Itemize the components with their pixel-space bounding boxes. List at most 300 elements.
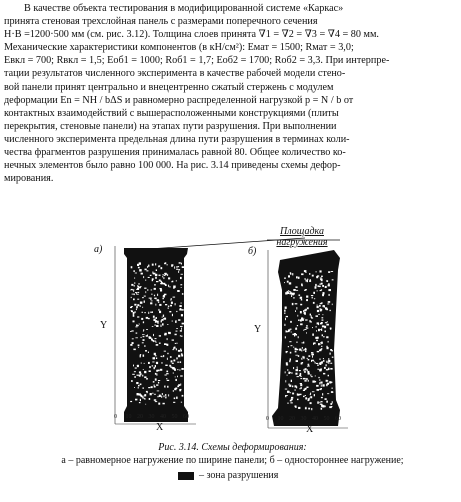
fragment-speck (167, 380, 170, 381)
fragment-speck (325, 331, 327, 333)
fragment-speck (310, 314, 311, 316)
fragment-speck (326, 336, 328, 338)
fragment-speck (298, 277, 300, 279)
fragment-speck (148, 318, 150, 319)
fragment-speck (168, 277, 170, 279)
fragment-speck (156, 269, 157, 271)
x-tick-label: 30 (148, 414, 155, 420)
fragment-speck (168, 332, 171, 334)
fragment-speck (305, 319, 308, 320)
callout-leader-diagonal (149, 238, 305, 249)
fragment-speck (168, 307, 169, 309)
fragment-speck (172, 321, 173, 322)
fragment-speck (296, 290, 298, 291)
fragment-speck (175, 343, 176, 344)
fragment-speck (173, 360, 175, 362)
fragment-speck (134, 285, 135, 287)
fragment-speck (148, 387, 150, 388)
fragment-speck (178, 266, 179, 267)
fragment-speck (321, 384, 322, 386)
fragment-speck (297, 393, 299, 395)
fragment-speck (149, 337, 151, 339)
fragment-speck (320, 358, 321, 360)
fragment-speck (172, 349, 174, 350)
fragment-speck (299, 394, 301, 395)
fragment-speck (328, 358, 329, 360)
fragment-speck (135, 273, 137, 274)
fragment-speck (322, 285, 324, 287)
fragment-speck (165, 394, 166, 396)
fragment-speck (158, 300, 160, 301)
fragment-speck (317, 310, 319, 312)
fragment-speck (144, 288, 146, 289)
fragment-speck (320, 278, 322, 279)
fragment-speck (304, 313, 306, 315)
fragment-speck (155, 304, 156, 306)
fragment-speck (322, 325, 325, 327)
fragment-speck (301, 273, 303, 275)
fragment-speck (134, 376, 135, 378)
fragment-speck (285, 389, 287, 390)
x-tick-label: 50 (323, 416, 330, 422)
fragment-speck (168, 285, 169, 287)
fragment-speck (158, 302, 159, 303)
fragment-speck (176, 348, 177, 350)
fragment-speck (322, 294, 324, 296)
fragment-speck (284, 277, 285, 279)
fragment-speck (159, 343, 160, 344)
fragment-speck (327, 393, 329, 394)
fragment-speck (177, 362, 179, 363)
fragment-speck (139, 324, 140, 325)
fragment-speck (324, 367, 326, 369)
fragment-speck (144, 312, 145, 313)
fragment-speck (327, 380, 328, 381)
fragment-speck (140, 355, 141, 357)
fragment-speck (182, 395, 184, 397)
text-line: Eвкл = 700; Rвкл = 1,5; Eоб1 = 1000; Rоб1 = 1,7; Eоб2 = 1700; Rоб2 = 3,3. При интерпре- (4, 55, 390, 67)
fragment-speck (311, 315, 312, 317)
fragment-speck (284, 313, 285, 314)
fragment-speck (330, 310, 331, 311)
fragment-speck (154, 353, 156, 355)
fragment-speck (306, 299, 308, 301)
fragment-speck (149, 398, 151, 400)
fragment-speck (155, 401, 157, 402)
fragment-speck (294, 293, 295, 295)
fragment-speck (315, 376, 316, 377)
fragment-speck (134, 278, 135, 279)
fragment-speck (296, 307, 297, 309)
fragment-speck (312, 354, 314, 355)
fragment-speck (172, 314, 173, 316)
fragment-speck (323, 336, 324, 337)
fragment-speck (296, 349, 298, 350)
fragment-speck (302, 285, 303, 287)
fragment-speck (134, 387, 135, 388)
fragment-speck (131, 330, 133, 331)
fragment-speck (290, 272, 291, 274)
fragment-speck (155, 373, 156, 375)
fragment-speck (156, 281, 158, 282)
fragment-speck (171, 264, 173, 266)
fragment-speck (304, 278, 306, 279)
fragment-speck (162, 317, 163, 318)
fragment-speck (143, 331, 144, 332)
fragment-speck (325, 406, 326, 408)
fragment-speck (330, 353, 331, 355)
fragment-speck (321, 289, 322, 290)
fragment-speck (180, 284, 182, 285)
fragment-speck (319, 382, 320, 384)
fragment-speck (285, 336, 286, 338)
fragment-speck (305, 397, 307, 399)
fragment-speck (297, 325, 298, 326)
fragment-speck (147, 392, 148, 393)
fragment-speck (289, 360, 290, 362)
fragment-speck (326, 364, 327, 366)
fragment-speck (137, 304, 139, 306)
fragment-speck (135, 399, 137, 401)
fragment-speck (297, 368, 298, 369)
fragment-speck (303, 310, 304, 312)
fragment-speck (284, 282, 285, 283)
fragment-speck (331, 271, 333, 272)
fragment-speck (140, 399, 141, 401)
fragment-speck (130, 307, 132, 308)
fragment-speck (178, 269, 180, 270)
fragment-speck (332, 401, 333, 403)
fragment-speck (149, 298, 150, 299)
fragment-speck (321, 329, 322, 331)
fragment-speck (155, 378, 157, 380)
fragment-speck (321, 342, 323, 344)
fragment-speck (291, 293, 293, 295)
fragment-speck (317, 389, 320, 391)
fragment-speck (295, 389, 296, 390)
x-tick-label: 20 (289, 416, 295, 422)
fragment-speck (288, 372, 290, 374)
fragment-speck (131, 284, 133, 286)
fragment-speck (293, 297, 295, 298)
fragment-speck (137, 285, 138, 287)
x-tick-label: 60 (335, 416, 341, 422)
fragment-speck (139, 269, 142, 271)
fragment-speck (165, 262, 167, 263)
fragment-speck (285, 318, 286, 320)
fragment-speck (152, 326, 154, 327)
fragment-speck (321, 309, 322, 311)
fragment-speck (181, 336, 183, 337)
fragment-speck (320, 368, 322, 370)
fragment-speck (322, 393, 323, 395)
fragment-speck (137, 294, 139, 295)
fragment-speck (297, 399, 299, 400)
panel-a (115, 246, 196, 424)
fragment-speck (313, 292, 315, 294)
fragment-speck (154, 325, 156, 326)
fragment-speck (142, 307, 143, 308)
fragment-speck (291, 397, 293, 399)
fragment-speck (160, 343, 161, 344)
fragment-speck (303, 396, 305, 397)
fragment-speck (292, 273, 293, 275)
fragment-speck (142, 375, 143, 377)
fragment-speck (291, 345, 293, 346)
fragment-speck (332, 357, 334, 358)
fragment-speck (161, 325, 162, 327)
fragment-speck (327, 304, 329, 305)
fragment-speck (182, 266, 184, 268)
fragment-speck (299, 295, 301, 296)
fragment-speck (327, 383, 329, 385)
fragment-speck (317, 401, 319, 403)
fragment-speck (173, 372, 174, 373)
fragment-speck (160, 288, 162, 289)
fragment-speck (291, 373, 293, 374)
fragment-speck (137, 299, 139, 300)
fragment-speck (313, 302, 315, 304)
fragment-speck (302, 362, 304, 363)
fragment-speck (330, 328, 332, 330)
fragment-speck (320, 283, 321, 285)
fragment-speck (286, 351, 288, 352)
fragment-speck (146, 317, 148, 319)
fragment-speck (301, 358, 302, 360)
fragment-speck (302, 342, 303, 343)
fragment-speck (295, 373, 297, 375)
fragment-speck (153, 340, 154, 342)
fragment-speck (159, 280, 161, 282)
fragment-speck (180, 361, 181, 363)
fragment-speck (302, 347, 303, 349)
fragment-speck (288, 346, 289, 347)
fragment-speck (325, 286, 327, 288)
fragment-speck (308, 355, 310, 357)
loading-area-line2: нагружения (276, 237, 328, 248)
fragment-speck (133, 314, 135, 316)
fragment-speck (177, 290, 180, 292)
fragment-speck (298, 336, 299, 338)
legend (178, 470, 278, 482)
fragment-speck (320, 363, 322, 365)
fragment-speck (133, 312, 134, 314)
fragment-speck (301, 299, 302, 301)
fragment-speck (176, 269, 178, 270)
fragment-speck (164, 343, 167, 345)
fragment-speck (140, 373, 141, 375)
fragment-speck (138, 387, 139, 389)
fragment-speck (181, 353, 183, 354)
fragment-speck (132, 374, 135, 375)
fragment-speck (139, 402, 141, 403)
fragment-speck (162, 393, 163, 395)
fragment-speck (136, 325, 138, 326)
fragment-speck (310, 402, 312, 404)
fragment-speck (169, 311, 171, 312)
fragment-speck (154, 295, 155, 297)
fragment-speck (308, 408, 310, 410)
fragment-speck (297, 315, 298, 317)
fragment-speck (311, 408, 312, 410)
fragment-speck (130, 331, 132, 332)
fragment-speck (316, 385, 319, 387)
fragment-speck (295, 355, 298, 356)
fragment-speck (165, 365, 167, 366)
fragment-speck (285, 395, 288, 396)
fragment-speck (181, 263, 182, 265)
fragment-speck (177, 343, 178, 344)
fragment-speck (137, 264, 139, 266)
fragment-speck (165, 304, 167, 305)
fragment-speck (156, 344, 159, 346)
fragment-speck (329, 406, 332, 408)
fragment-speck (143, 369, 144, 370)
fragment-speck (305, 388, 307, 389)
fragment-speck (167, 264, 168, 265)
fragment-speck (303, 349, 304, 351)
fragment-speck (312, 327, 313, 328)
fragment-speck (289, 291, 292, 292)
fragment-speck (168, 394, 169, 396)
fragment-speck (157, 391, 160, 392)
fragment-speck (325, 307, 327, 309)
fragment-speck (157, 294, 158, 296)
fragment-speck (317, 322, 319, 324)
fragment-speck (137, 316, 139, 317)
fragment-speck (145, 291, 146, 293)
fragment-speck (181, 287, 182, 288)
fragment-speck (296, 360, 298, 362)
fragment-speck (167, 274, 168, 276)
fragment-speck (152, 264, 154, 266)
fragment-speck (303, 356, 304, 358)
fragment-speck (158, 266, 159, 268)
fragment-speck (172, 340, 174, 341)
fragment-speck (305, 309, 307, 311)
fragment-speck (138, 393, 141, 395)
fragment-speck (285, 307, 287, 309)
fragment-speck (153, 385, 155, 386)
fragment-speck (285, 371, 286, 373)
fragment-speck (181, 402, 182, 403)
fragment-speck (174, 398, 176, 400)
fragment-speck (158, 396, 159, 397)
figure-caption (10, 442, 455, 467)
fragment-speck (304, 371, 306, 373)
fragment-speck (131, 380, 132, 382)
fragment-speck (166, 378, 167, 379)
fragment-speck (330, 349, 332, 351)
fragment-speck (159, 395, 161, 397)
fragment-speck (300, 297, 302, 299)
fragment-speck (320, 270, 322, 272)
fragment-speck (158, 370, 160, 372)
fragment-speck (135, 368, 137, 369)
fragment-speck (291, 380, 292, 382)
fragment-speck (137, 393, 139, 395)
fragment-speck (131, 297, 132, 298)
fragment-speck (292, 393, 294, 395)
fragment-speck (175, 388, 177, 390)
fragment-speck (327, 280, 328, 282)
x-tick-label: 10 (277, 416, 284, 422)
fragment-speck (328, 347, 329, 348)
fragment-speck (179, 262, 181, 263)
fragment-speck (288, 275, 290, 277)
fragment-speck (163, 403, 165, 405)
fragment-speck (320, 404, 323, 405)
x-tick-label: 40 (160, 414, 166, 420)
fragment-speck (138, 345, 140, 347)
fragment-speck (312, 297, 313, 299)
fragment-speck (181, 303, 182, 304)
fragment-speck (148, 352, 149, 354)
fragment-speck (327, 321, 328, 322)
fragment-speck (158, 382, 159, 384)
fragment-speck (143, 336, 145, 337)
fragment-speck (175, 379, 177, 381)
fragment-speck (141, 273, 143, 275)
fragment-speck (321, 408, 323, 410)
fragment-speck (144, 363, 145, 364)
text-line: вой панели принят центрально и внецентренно сжатый стержень с модулем (4, 81, 334, 93)
fragment-speck (306, 332, 307, 333)
fragment-speck (132, 342, 134, 344)
fragment-speck (154, 284, 156, 285)
fragment-speck (328, 301, 331, 303)
fragment-speck (160, 289, 162, 291)
fragment-speck (166, 371, 168, 373)
fragment-speck (181, 355, 183, 357)
fragment-speck (315, 337, 317, 339)
fragment-speck (296, 386, 297, 388)
body-paragraph (4, 2, 457, 185)
fragment-speck (175, 303, 176, 305)
fragment-speck (150, 298, 151, 300)
fragment-speck (305, 395, 306, 396)
fragment-speck (323, 358, 324, 359)
fragment-speck (144, 395, 145, 396)
fragment-speck (148, 265, 149, 267)
fragment-speck (158, 380, 160, 381)
fragment-speck (134, 304, 136, 306)
fragment-speck (168, 306, 169, 307)
fragment-speck (176, 331, 178, 332)
text-line: численного эксперимента предельная длина пути разрушения в терминах коли- (4, 133, 350, 145)
fragment-speck (153, 316, 155, 318)
fragment-speck (142, 388, 144, 389)
fragment-speck (319, 402, 320, 403)
fragment-speck (141, 363, 142, 364)
fragment-speck (321, 322, 323, 324)
fragment-speck (299, 375, 301, 377)
fragment-speck (133, 299, 135, 301)
fragment-speck (329, 381, 331, 383)
fragment-speck (172, 367, 175, 369)
fragment-speck (158, 309, 159, 311)
fragment-speck (154, 341, 156, 342)
fragment-speck (149, 370, 151, 372)
fragment-speck (153, 319, 155, 321)
x-tick-label: 20 (137, 414, 143, 420)
fragment-speck (145, 350, 147, 352)
fragment-speck (320, 343, 321, 344)
panel-b-x-label: X (306, 424, 314, 435)
fragment-speck (144, 301, 145, 303)
fragment-speck (306, 280, 307, 282)
fragment-speck (173, 297, 176, 298)
